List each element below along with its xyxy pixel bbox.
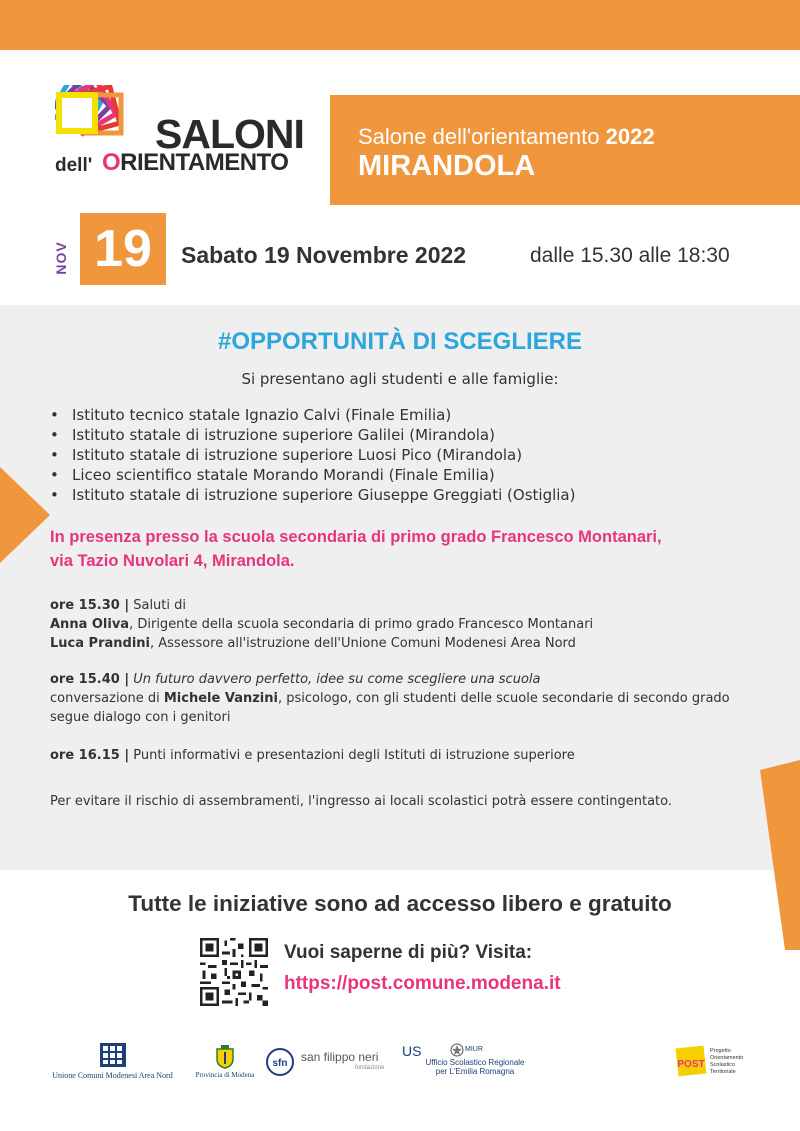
partner-name: Unione Comuni Modenesi Area Nord — [52, 1071, 173, 1080]
list-item: • Liceo scientifico statale Morando Morandi (Finale Emilia) — [50, 465, 575, 485]
program-item-1530 — [50, 596, 593, 653]
partner-subtitle: fondazione — [355, 1065, 385, 1071]
partner-name: Progetto Orientamento Scolastico Territoriale — [710, 1048, 744, 1075]
date-day: 19 — [80, 213, 166, 285]
partner-name-line2: per L'Emilia Romagna — [435, 1067, 515, 1076]
header-subtitle — [358, 124, 655, 150]
date-month: NOV — [53, 241, 69, 275]
free-access-headline: Tutte le iniziative sono ad accesso libero e gratuito — [128, 891, 672, 916]
program-item-1615 — [50, 746, 575, 765]
top-orange-bar — [0, 0, 800, 50]
date-time: dalle 15.30 alle 18:30 — [530, 244, 730, 267]
italian-emblem-icon — [450, 1043, 464, 1057]
hashtag-title: #OPPORTUNITÀ DI SCEGLIERE — [217, 328, 583, 355]
speaker-name: Michele Vanzini — [163, 691, 278, 706]
program-title: Saluti di — [129, 598, 187, 613]
venue-info — [50, 525, 662, 573]
list-item: • Istituto statale di istruzione superiore Luosi Pico (Mirandola) — [50, 445, 575, 465]
access-note: Per evitare il rischio di assembramenti, l'ingresso ai locali scolastici potrà essere contingentato. — [50, 794, 673, 809]
header-subtitle-text: Salone dell'orientamento — [358, 124, 600, 149]
logo-orientamento-text — [102, 149, 288, 177]
logo-saloni-text: SALONI — [155, 111, 304, 157]
program-text: , psicologo, con gli studenti delle scuole secondarie di secondo grado — [277, 691, 730, 706]
header-city: MIRANDOLA — [358, 150, 536, 182]
partner-logo-unione-comuni — [45, 1043, 180, 1080]
speaker-name: Anna Oliva — [50, 617, 130, 632]
speaker-role: , Dirigente della scuola secondaria di primo grado Francesco Montanari — [129, 617, 594, 632]
svg-text:sfn: sfn — [272, 1058, 288, 1069]
program-item-1540 — [50, 670, 730, 727]
svg-text:POST: POST — [677, 1059, 705, 1070]
partner-logo-san-filippo-neri — [265, 1045, 385, 1080]
list-item: • Istituto tecnico statale Ignazio Calvi (Finale Emilia) — [50, 405, 575, 425]
logo-fan-icon — [55, 85, 155, 155]
svg-text:US: US — [402, 1043, 422, 1059]
venue-line-2: via Tazio Nuvolari 4, Mirandola. — [50, 552, 295, 570]
logo-o-letter: O — [102, 149, 121, 176]
qr-code-icon[interactable] — [200, 938, 268, 1006]
logo-dell-text: dell' — [55, 155, 93, 176]
program-text: segue dialogo con i genitori — [50, 710, 231, 725]
visit-url-link[interactable]: https://post.comune.modena.it — [284, 973, 561, 994]
schools-list — [50, 405, 575, 505]
program-title: Un futuro davvero perfetto, idee su come scegliere una scuola — [129, 672, 541, 687]
list-item: • Istituto statale di istruzione superiore Galilei (Mirandola) — [50, 425, 575, 445]
post-logo-icon — [675, 1043, 707, 1079]
program-time: ore 16.15 | — [50, 748, 130, 763]
program-title: Punti informativi e presentazioni degli Istituti di istruzione superiore — [129, 748, 575, 763]
venue-line-1: In presenza presso la scuola secondaria di primo grado Francesco Montanari, — [50, 528, 662, 546]
content-panel — [0, 305, 800, 870]
us-mark-icon — [402, 1043, 424, 1059]
partner-logo-usr-emilia-romagna — [400, 1043, 540, 1083]
sfn-circle-icon — [265, 1047, 295, 1077]
speaker-role: , Assessore all'istruzione dell'Unione Comuni Modenesi Area Nord — [149, 636, 576, 651]
partner-name: san filippo neri — [301, 1050, 379, 1064]
partner-name-line1: Ufficio Scolastico Regionale — [425, 1058, 525, 1067]
saloni-logo — [55, 85, 325, 185]
header-year: 2022 — [605, 124, 655, 149]
partner-name: Provincia di Modena — [195, 1071, 255, 1079]
list-item: • Istituto statale di istruzione superiore Giuseppe Greggiati (Ostiglia) — [50, 485, 575, 505]
partner-logo-provincia — [190, 1045, 260, 1079]
provincia-crest-icon — [215, 1045, 235, 1069]
program-time: ore 15.30 | — [50, 598, 130, 613]
unione-emblem-icon — [100, 1043, 126, 1067]
partner-logo-post — [675, 1043, 755, 1083]
speaker-name: Luca Prandini — [50, 636, 150, 651]
visit-label: Vuoi saperne di più? Visita: — [284, 942, 533, 963]
program-text: conversazione di — [50, 691, 164, 706]
right-triangle-decoration — [760, 760, 800, 950]
intro-text: Si presentano agli studenti e alle famiglie: — [241, 370, 559, 388]
partner-miur: MIUR — [465, 1046, 483, 1053]
program-time: ore 15.40 | — [50, 672, 130, 687]
date-full: Sabato 19 Novembre 2022 — [181, 242, 467, 268]
left-triangle-decoration — [0, 467, 50, 563]
logo-rientamento: RIENTAMENTO — [120, 149, 289, 176]
